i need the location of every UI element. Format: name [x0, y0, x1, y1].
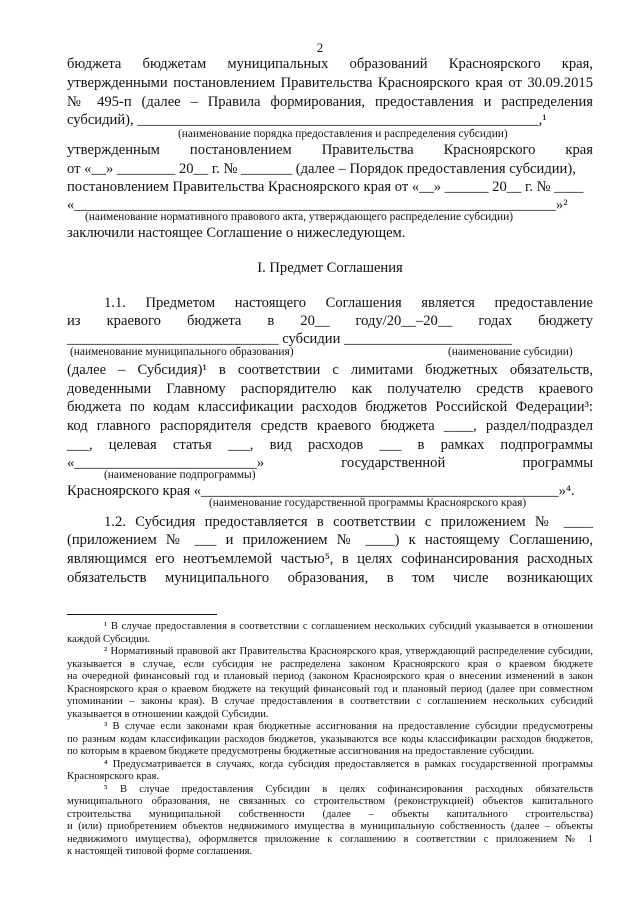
- body-line: _____________________________ субсидии _______________________: [67, 331, 512, 347]
- footnote-line: по которым в краевом бюджете предусмотрены бюджетные ассигнования на предоставление субсидии.: [67, 746, 535, 757]
- body-line: (далее – Субсидия)¹ в соответствии с лимитами бюджетных обязательств,: [67, 362, 593, 378]
- body-line: являющимся его неотъемлемой частью⁵, в целях софинансирования расходных: [67, 551, 593, 567]
- caption: (наименование порядка предоставления и распределения субсидии): [178, 128, 508, 140]
- caption: (наименование субсидии): [448, 346, 573, 358]
- footnote-line: недвижимого имущества), оформляется приложение к соглашению в соответствии с приложением № 1: [67, 834, 593, 845]
- footnote-line: каждой Субсидии.: [67, 634, 151, 645]
- caption: (наименование государственной программы Красноярского края): [209, 497, 527, 509]
- body-line: бюджета бюджетам муниципальных образований Красноярского края,: [67, 56, 593, 72]
- footnote-line: ⁵ В случае предоставления Субсидии в целях софинансирования расходных обязательств: [104, 784, 593, 795]
- body-line: доведенными Главному распорядителю как получателю средств краевого: [67, 381, 593, 397]
- body-line: «_________________________» государственной программы: [67, 455, 593, 471]
- body-line: от «__» ________ 20__ г. № _______ (далее – Порядок предоставления субсидии),: [67, 161, 576, 177]
- body-line: № 495-п (далее – Правила формирования, предоставления и распределения: [67, 94, 593, 110]
- body-line: Красноярского края «_________________________________________________»⁴.: [67, 483, 575, 499]
- body-line: бюджета по кодам классификации расходов бюджетов Российской Федерации³:: [67, 399, 593, 415]
- body-line: (приложением № ___ и приложением № ____) к настоящему Соглашению,: [67, 532, 593, 548]
- footnote-line: на очередной финансовый год и плановый период (законом Красноярского края о внесении изменений в закон: [67, 671, 593, 682]
- body-line: из краевого бюджета в 20__ году/20__–20__ годах бюджету: [67, 313, 593, 329]
- body-line: утвержденными постановлением Правительства Красноярского края от 30.09.2015: [67, 75, 593, 91]
- footnote-line: к настоящей типовой форме соглашения.: [67, 846, 253, 857]
- caption: (наименование муниципального образования): [70, 346, 294, 358]
- footnote-line: ² Нормативный правовой акт Правительства Красноярского края, утверждающий распределение субсидии,: [104, 646, 593, 657]
- footnote-line: строительства муниципальной собственности (далее – объекты капитального строительства): [67, 809, 593, 820]
- footnote-line: указывается в отношении каждой Субсидии.: [67, 709, 269, 720]
- caption: (наименование нормативного правового акта, утверждающего распределение субсидии): [85, 211, 514, 223]
- footnote-line: и (или) приобретением объектов недвижимого имущества в муниципальную собственность (далее – объекты: [67, 821, 593, 832]
- body-line: обязательств муниципального образования, в том числе возникающих: [67, 570, 593, 586]
- section-heading: I. Предмет Соглашения: [257, 260, 403, 276]
- body-line: субсидий), _______________________________________________________,¹: [67, 112, 547, 128]
- footnote-line: указывается в случае, если субсидия не распределена законом Красноярского края о краевом бюджете: [67, 659, 593, 670]
- body-line: 1.2. Субсидия предоставляется в соответствии с приложением № ____: [104, 514, 593, 530]
- footnote-line: ⁴ Предусматривается в случаях, когда субсидия предоставляется в рамках государственной программы: [104, 759, 593, 770]
- footnote-line: по разным кодам классификации расходов бюджетов, указываются все коды классификации расходов бюджетов,: [67, 734, 593, 745]
- footnote-line: упоминании – законы края). В случае предоставления в соответствии с соглашением нескольких субсидий: [67, 696, 593, 707]
- body-line: код главного распорядителя средств краевого бюджета ____, раздел/подраздел: [67, 418, 593, 434]
- footnote-line: Красноярского края.: [67, 771, 160, 782]
- body-line: ___, целевая статья ___, вид расходов ___ в рамках подпрограммы: [67, 437, 593, 453]
- caption: (наименование подпрограммы): [104, 469, 256, 481]
- footnote-line: муниципального образования, не связанных со строительством (реконструкцией) объектов капитального: [67, 796, 593, 807]
- footnote-line: ³ В случае если законами края бюджетные ассигнования на предоставление субсидии предусмотрены: [104, 721, 593, 732]
- footnote-separator: [67, 614, 217, 615]
- body-line: «__________________________________________________________________»²: [67, 197, 568, 213]
- footnote-line: ¹ В случае предоставления в соответствии с соглашением нескольких субсидий указывается в отношении: [104, 621, 593, 632]
- body-line: постановлением Правительства Красноярского края от «__» ______ 20__ г. № ____: [67, 179, 584, 195]
- body-line: 1.1. Предметом настоящего Соглашения является предоставление: [104, 295, 593, 311]
- page-number: 2: [316, 40, 324, 55]
- body-line: утвержденным постановлением Правительства Красноярского края: [67, 142, 593, 158]
- body-line: заключили настоящее Соглашение о нижеследующем.: [67, 225, 406, 241]
- footnote-line: Красноярского края о краевом бюджете на текущий финансовый год и плановый период (далее при совместном: [67, 684, 593, 695]
